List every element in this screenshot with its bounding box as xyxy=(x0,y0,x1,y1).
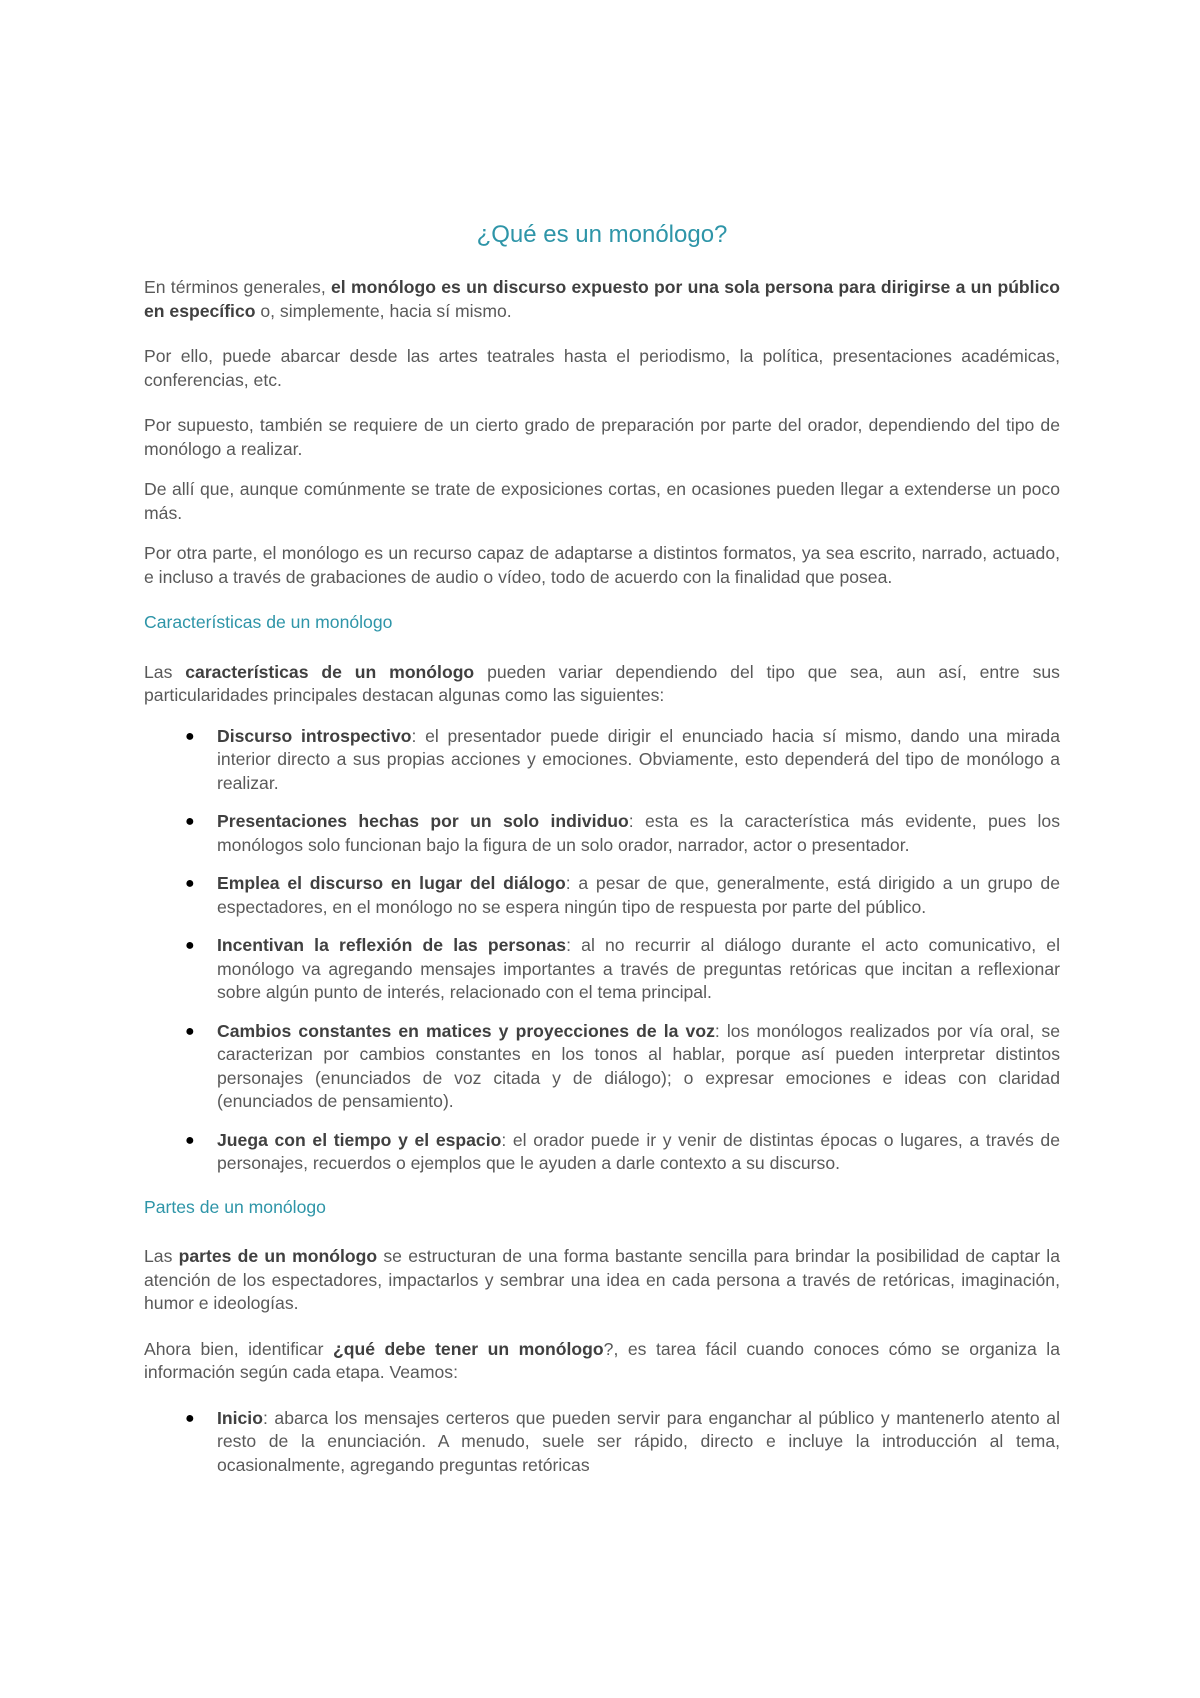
list-item-text: : los monólogos realizados por vía oral, se caracterizan por cambios constantes en los tonos al hablar, porque así pueden interpretar distintos personajes (enunciados de voz citada y de diálogo); o expresar emociones e ideas con claridad (enunciados de pensamiento). xyxy=(217,1020,1060,1111)
caracteristicas-list xyxy=(144,725,1060,1176)
bullet-icon: ● xyxy=(185,1022,195,1040)
intro-paragraph-3: Por supuesto, también se requiere de un cierto grado de preparación por parte del orador, dependiendo del tipo de monólogo a realizar. xyxy=(144,415,1060,459)
document-body xyxy=(144,220,1060,1497)
bold-text: ¿qué debe tener un monólogo xyxy=(332,1338,604,1359)
bold-text: partes de un monólogo xyxy=(178,1246,378,1266)
list-item xyxy=(144,1129,1060,1176)
bold-text: características de un monólogo xyxy=(185,661,475,682)
list-item-text: : abarca los mensajes certeros que pueden servir para enganchar al público y mantenerlo atento al resto de la enunciación. A menudo, suele ser rápido, directo e incluye la introducción al tema, ocasionalmente, agregando preguntas retóricas xyxy=(217,1407,1060,1475)
list-item xyxy=(144,872,1060,919)
partes-paragraph-1 xyxy=(144,1245,1060,1316)
intro-paragraph-2: Por ello, puede abarcar desde las artes teatrales hasta el periodismo, la política, presentaciones académicas, conferencias, etc. xyxy=(144,346,1060,390)
list-item xyxy=(144,1407,1060,1478)
text-span: Las xyxy=(144,661,186,682)
partes-list xyxy=(144,1407,1060,1478)
intro-paragraph-1 xyxy=(144,276,1060,323)
list-item-term: Discurso introspectivo xyxy=(217,725,412,746)
list-item xyxy=(144,810,1060,857)
page-title: ¿Qué es un monólogo? xyxy=(476,221,728,248)
intro-paragraph-5: Por otra parte, el monólogo es un recurso capaz de adaptarse a distintos formatos, ya sea escrito, narrado, actuado, e incluso a través de grabaciones de audio o vídeo, todo de acuerdo con la finalidad que posea. xyxy=(144,543,1060,587)
list-item-term: Juega con el tiempo y el espacio xyxy=(217,1129,502,1150)
list-item-text: : al no recurrir al diálogo durante el acto comunicativo, el monólogo va agregando mensajes importantes a través de preguntas retóricas que incitan a reflexionar sobre algún punto de interés, relacionado con el tema principal. xyxy=(217,935,1060,1002)
bullet-icon: ● xyxy=(185,875,195,892)
list-item-text: : esta es la característica más evidente, pues los monólogos solo funcionan bajo la figura de un solo orador, narrador, actor o presentador. xyxy=(217,811,1060,855)
list-item-term: Inicio xyxy=(217,1407,263,1428)
text-span: ?, es tarea fácil cuando conoces cómo se organiza la información según cada etapa. Veamos: xyxy=(144,1338,1060,1382)
bold-text: el monólogo es un discurso expuesto por una sola persona para dirigirse a un público en específico xyxy=(144,277,1060,321)
bullet-icon: ● xyxy=(185,937,195,954)
list-item-term: Presentaciones hechas por un solo individuo xyxy=(217,811,629,831)
text-span: En términos generales, xyxy=(144,277,331,297)
list-item xyxy=(144,725,1060,796)
text-span: Las xyxy=(144,1246,179,1266)
list-item-term: Incentivan la reflexión de las personas xyxy=(217,935,567,955)
list-item-term: Cambios constantes en matices y proyecciones de la voz xyxy=(217,1020,715,1041)
bullet-icon: ● xyxy=(185,1409,195,1427)
bullet-icon: ● xyxy=(185,1131,195,1149)
list-item-term: Emplea el discurso en lugar del diálogo xyxy=(217,873,566,893)
section-heading-caracteristicas: Características de un monólogo xyxy=(144,612,393,632)
list-item-text: : el presentador puede dirigir el enunciado hacia sí mismo, dando una mirada interior directo a sus propias acciones y emociones. Obviamente, esto dependerá del tipo de monólogo a realizar. xyxy=(217,725,1060,793)
caracteristicas-intro xyxy=(144,661,1060,708)
intro-paragraph-4: De allí que, aunque comúnmente se trate de exposiciones cortas, en ocasiones pueden llegar a extenderse un poco más. xyxy=(144,479,1060,523)
bullet-icon: ● xyxy=(185,813,195,830)
list-item xyxy=(144,934,1060,1005)
list-item-text: : a pesar de que, generalmente, está dirigido a un grupo de espectadores, en el monólogo no se espera ningún tipo de respuesta por parte del público. xyxy=(217,873,1060,917)
text-span: se estructuran de una forma bastante sencilla para brindar la posibilidad de captar la atención de los espectadores, impactarlos y sembrar una idea en cada persona a través de retóricas, imaginación, humor e ideologías. xyxy=(144,1246,1061,1313)
partes-paragraph-2 xyxy=(144,1338,1060,1385)
text-span: o, simplemente, hacia sí mismo. xyxy=(255,300,512,321)
list-item-text: : el orador puede ir y venir de distintas épocas o lugares, a través de personajes, recuerdos o ejemplos que le ayuden a darle contexto a su discurso. xyxy=(217,1129,1061,1173)
text-span: Ahora bien, identificar xyxy=(144,1338,333,1359)
list-item xyxy=(144,1020,1060,1114)
section-heading-partes: Partes de un monólogo xyxy=(144,1196,326,1217)
bullet-icon: ● xyxy=(185,727,195,745)
text-span: pueden variar dependiendo del tipo que sea, aun así, entre sus particularidades principales destacan algunas como las siguientes: xyxy=(144,661,1060,705)
